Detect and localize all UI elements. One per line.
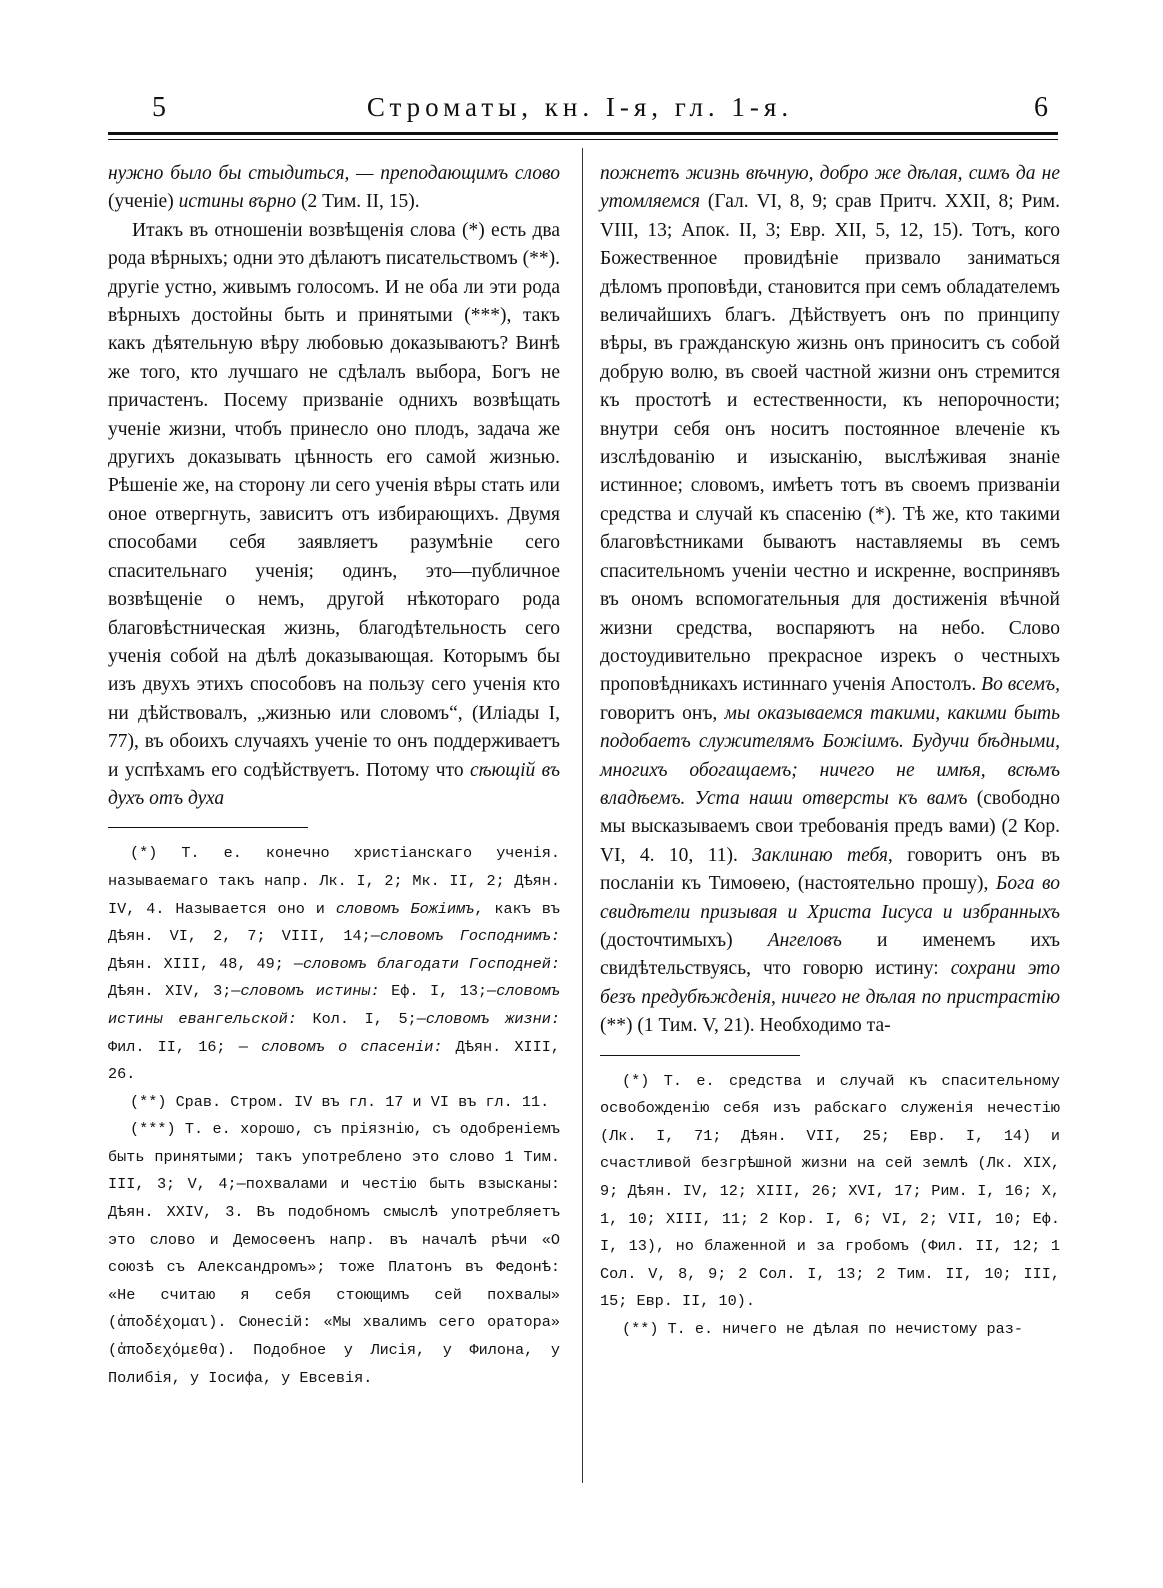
footnote-2: (**) Срав. Стром. IV въ гл. 17 и VI въ гл. 11. (130, 1092, 550, 1111)
text: Еф. I, 13;— (379, 982, 497, 1001)
right-body-text (600, 160, 1060, 1041)
text: говоритъ онъ въ посланіи къ Тимоѳею, (настоятельно прошу), (600, 844, 1061, 895)
italic-text: истины върно (178, 191, 297, 213)
text: Дѣян. XIII, 26. (108, 1037, 560, 1084)
italic-text: нужно было бы стыдиться, — преподающимъ слово (108, 163, 560, 184)
italic-text: Ангеловъ (767, 929, 842, 951)
italic-text: Бога во свидѣтели призывая и Христа Іисуса и избранныхъ (600, 873, 1060, 923)
footnote-rule (108, 827, 308, 828)
text: Итакъ въ отношеніи возвѣщенія слова (*) есть два рода вѣрныхъ; одни это дѣлаютъ писательствомъ (**). другіе устно, живымъ голосомъ. И не оба ли эти рода вѣрныхъ достойны быть и принятыми (***), такъ какъ дѣятельную вѣру любовью доказываютъ? Винѣ же того, кто лучшаго не сдѣлалъ выбора, Богъ не причастенъ. Посему призваніе однихъ возвѣщать ученіе жизни, чтобъ принесло оно плодъ, задача же другихъ доказывать цѣнность его самой жизнью. Рѣшеніе же, на сторону ли сего ученія вѣры стать или оное отвергнуть, зависитъ отъ избирающихъ. Двумя способами себя заявляетъ разумѣніе сего спасительнаго ученія; одинъ, это—публичное возвѣщеніе о немъ, другой нѣкотораго рода благовѣстническая жизнь, благодѣтельность сего ученія собой на дѣлѣ доказывающая. Которымъ бы изъ двухъ этихъ способовъ на пользу сего ученія кто ни дѣйствовалъ, „жизнью или словомъ“, (Иліады I, 77), въ обоихъ случаяхъ ученіе то онъ поддерживаетъ и успѣхамъ его содѣйствуетъ. Потому что (108, 219, 560, 781)
italic-text: словомъ жизни: (425, 1009, 560, 1028)
text: , какъ въ Дѣян. VI, 2, 7; VIII, 14;— (108, 899, 560, 946)
text: говоритъ онъ, (600, 702, 725, 724)
italic-text: Во всемъ, (981, 674, 1060, 696)
left-column (108, 160, 560, 1392)
text: Фил. II, 16; — (108, 1037, 262, 1056)
text: (Гал. VI, 8, 9; срав Притч. XXII, 8; Рим. VIII, 13; Апок. II, 3; Евр. XII, 5, 12, 15). Тотъ, кого Божественное провидѣніе призвало заниматься дѣломъ проповѣди, становится при семъ обладателемъ величайшихъ благъ. Дѣйствуетъ онъ по принципу вѣры, въ гражданскую жизнь онъ приноситъ съ собой добрую волю, въ своей частной жизни онъ стремится къ простотѣ и естественности, къ непорочности; внутри себя онъ носитъ постоянное влеченіе къ изслѣдованію и изысканію, выслѣживая знаніе истинное; словомъ, имѣетъ тотъ въ своемъ призваніи средства и случай къ спасенію (*). Тѣ же, кто такими благовѣстниками бываютъ наставляемы въ семъ спасительномъ ученіи честно и искренне, воспринявъ въ ономъ вспомогательныя для достиженія вѣчной жизни средства, воспаряютъ на небо. Слово достоудивительно прекрасное изрекъ о честныхъ проповѣдникахъ истиннаго ученія Апостолъ. (600, 191, 1060, 696)
left-paragraph-2 (108, 217, 560, 814)
italic-text: словомъ благодати Господней: (303, 954, 560, 973)
running-title: Строматы, кн. I-я, гл. 1-я. (366, 92, 794, 122)
italic-text: словомъ Божіимъ (335, 899, 475, 918)
italic-text: Заклинаю тебя, (752, 844, 893, 866)
left-paragraph-1 (108, 160, 560, 217)
page-number-right: 6 (1034, 92, 1048, 123)
right-footnotes (600, 1068, 1060, 1344)
text: Дѣян. XIII, 48, 49; — (108, 954, 303, 973)
text: (свободно мы высказываемъ свои требованія предъ вами) (2 Кор. VI, 4. 10, 11). (600, 787, 1060, 866)
footnote-1 (108, 840, 560, 1088)
footnote-rule (600, 1055, 800, 1056)
left-body-text (108, 160, 560, 813)
right-paragraph-1 (600, 160, 1060, 1041)
header-rule-thin (108, 139, 1058, 140)
text: (досточтимыхъ) (600, 929, 768, 951)
italic-text: словомъ о спасеніи: (261, 1037, 443, 1056)
page-number-left: 5 (152, 92, 166, 123)
text: и именемъ ихъ свидѣтельствуясь, что говорю истину: (600, 929, 1061, 980)
right-column (600, 160, 1060, 1344)
text: (2 Тим. II, 15). (296, 191, 420, 213)
italic-text: словомъ Господнимъ: (379, 927, 561, 946)
left-footnotes (108, 840, 560, 1392)
column-divider (582, 148, 583, 1483)
footnote-1: (*) Т. е. средства и случай къ спасительному освобожденію себя изъ рабскаго служенія нечестію (Лк. I, 71; Дѣян. VII, 25; Евр. I, 14) и счастливой безгрѣшной жизни на сей землѣ (Лк. XIX, 9; Дѣян. IV, 12; XIII, 26; XVI, 17; Рим. I, 16; X, 1, 10; XIII, 11; 2 Кор. I, 6; VI, 2; VII, 10; Еф. I, 13), но блаженной и за гробомъ (Фил. II, 12; 1 Сол. V, 8, 9; 2 Сол. I, 13; 2 Тим. II, 10; III, 15; Евр. II, 10). (600, 1071, 1060, 1311)
italic-text: мы оказываемся такими, какими быть подобаетъ служителямъ Божіимъ. Будучи бѣдными, многихъ обогащаемъ; ничего не имѣя, всѣмъ владѣемъ. Уста наши отверсты къ вамъ (600, 702, 1060, 809)
footnote-2: (**) Т. е. ничего не дѣлая по нечистому раз- (622, 1319, 1024, 1338)
italic-text: словомъ истины евангельской: (108, 982, 560, 1028)
footnote-3: (***) Т. е. хорошо, съ пріязнію, съ одобреніемъ быть принятыми; такъ употреблено это слово 1 Тим. III, 3; V, 4;—похвалами и честію быть взысканы: Дѣян. XXIV, 3. Въ подобномъ смыслѣ употребляетъ это слово и Демосѳенъ напр. въ началѣ рѣчи «О союзѣ съ Александромъ»; тоже Платонъ въ Федонѣ: «Не считаю я себя стоющимъ сей похвалы» (ἀποδέχομαι). Сюнесій: «Мы хвалимъ сего оратора» (ἀποδεχόμεθα). Подобное у Лисія, у Филона, у Полибія, у Іосифа, у Евсевія. (108, 1120, 560, 1387)
italic-text: сохрани это безъ предубѣжденія, ничего не дѣлая по пристрастію (600, 958, 1061, 1008)
italic-text: словомъ истины: (240, 982, 380, 1001)
text: (ученіе) (108, 191, 179, 213)
text: Кол. I, 5;— (296, 1009, 426, 1028)
text: (*) Т. е. конечно христіанскаго ученія. называемаго такъ напр. Лк. I, 2; Мк. II, 2; Дѣян. IV, 4. Называется оно и (108, 844, 560, 918)
running-header (100, 92, 1060, 132)
italic-text: сѣющій въ духъ отъ духа (108, 759, 560, 809)
text: Дѣян. XIV, 3;— (108, 982, 241, 1001)
italic-text: пожнетъ жизнь вѣчную, добро же дѣлая, симъ да не утомляемся (600, 163, 1060, 213)
text: (**) (1 Тим. V, 21). Необходимо та- (600, 1015, 891, 1037)
header-rule-thick (108, 132, 1058, 135)
